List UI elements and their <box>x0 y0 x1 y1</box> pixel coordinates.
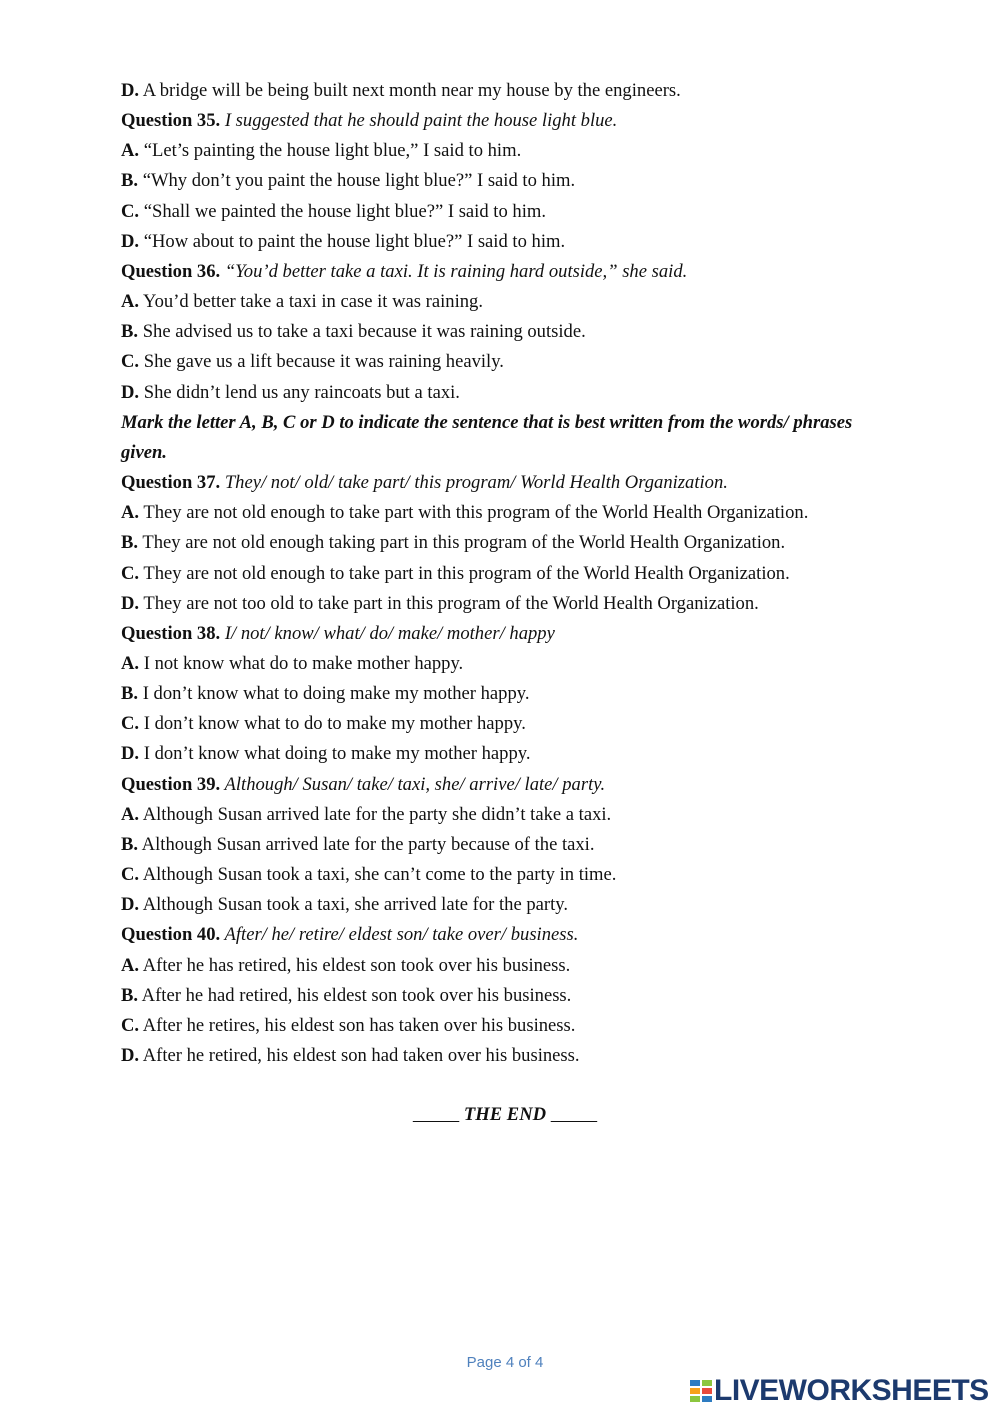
liveworksheets-logo-text: LIVEWORKSHEETS <box>714 1374 989 1407</box>
answer-option <box>121 136 911 166</box>
option-letter: B. <box>121 683 139 705</box>
option-letter: B. <box>121 321 139 343</box>
answer-option <box>121 1011 911 1041</box>
option-letter: D. <box>121 894 140 916</box>
option-letter: C. <box>121 351 140 373</box>
question-number: Question 35. <box>121 110 221 132</box>
option-letter: A. <box>121 803 140 825</box>
option-letter: C. <box>121 200 140 222</box>
option-letter: D. <box>121 230 140 252</box>
option-text: “Shall we painted the house light blue?” I said to him. <box>139 200 546 222</box>
option-text: They are not old enough to take part in this program of the World Health Organization. <box>139 562 790 584</box>
option-letter: D. <box>121 743 140 765</box>
question-prompt <box>121 770 911 800</box>
option-text: I don’t know what doing to make my mother happy. <box>139 743 531 765</box>
answer-option <box>121 76 911 106</box>
option-text: Although Susan took a taxi, she arrived late for the party. <box>139 894 569 916</box>
option-text: After he retired, his eldest son had taken over his business. <box>139 1045 580 1066</box>
option-letter: B. <box>121 833 139 855</box>
option-text: I don’t know what to doing make my mother happy. <box>138 683 530 705</box>
option-letter: B. <box>121 170 139 192</box>
option-text: I don’t know what to do to make my mother happy. <box>139 713 526 735</box>
option-letter: D. <box>121 1045 140 1066</box>
option-text: She didn’t lend us any raincoats but a taxi. <box>139 381 460 403</box>
question-text: “You’d better take a taxi. It is raining hard outside,” she said. <box>220 260 688 282</box>
option-letter: C. <box>121 1014 140 1036</box>
option-letter: B. <box>121 984 139 1006</box>
end-text: THE END <box>459 1104 551 1125</box>
answer-option <box>121 951 911 981</box>
answer-option <box>121 498 911 528</box>
liveworksheets-logo-icon <box>690 1379 712 1403</box>
option-letter: C. <box>121 713 140 735</box>
answer-option <box>121 589 911 619</box>
option-text: She gave us a lift because it was raining heavily. <box>139 351 504 373</box>
answer-option <box>121 528 911 558</box>
option-letter: C. <box>121 562 140 584</box>
end-marker <box>0 1100 1000 1130</box>
option-letter: A. <box>121 502 140 524</box>
answer-option <box>121 679 911 709</box>
question-prompt <box>121 257 911 287</box>
option-text: After he has retired, his eldest son took over his business. <box>139 954 571 976</box>
option-text: “Why don’t you paint the house light blue?” I said to him. <box>138 170 576 192</box>
option-text: After he had retired, his eldest son took over his business. <box>138 984 572 1006</box>
question-prompt <box>121 106 911 136</box>
answer-option <box>121 378 911 408</box>
option-text: They are not too old to take part in this program of the World Health Organization. <box>139 592 759 614</box>
answer-option <box>121 197 911 227</box>
answer-option <box>121 1041 911 1071</box>
option-letter: A. <box>121 652 140 674</box>
question-text: They/ not/ old/ take part/ this program/ World Health Organization. <box>220 472 728 494</box>
question-number: Question 36. <box>121 260 221 282</box>
question-number: Question 38. <box>121 622 221 644</box>
answer-option <box>121 166 911 196</box>
answer-option <box>121 860 911 890</box>
option-text: Although Susan arrived late for the party she didn’t take a taxi. <box>139 803 612 825</box>
question-text: I suggested that he should paint the house light blue. <box>220 110 618 132</box>
option-text: A bridge will be being built next month near my house by the engineers. <box>139 80 681 101</box>
answer-option <box>121 347 911 377</box>
answer-option <box>121 830 911 860</box>
option-letter: B. <box>121 532 139 554</box>
question-prompt <box>121 920 911 950</box>
section-instruction: Mark the letter A, B, C or D to indicate the sentence that is best written from the words/ phrases <box>121 411 853 433</box>
answer-option <box>121 287 911 317</box>
option-text: Although Susan took a taxi, she can’t come to the party in time. <box>139 864 617 886</box>
question-number: Question 39. <box>121 773 221 795</box>
section-instruction: given. <box>121 441 167 463</box>
option-letter: A. <box>121 140 140 162</box>
answer-option <box>121 739 911 769</box>
option-text: She advised us to take a taxi because it was raining outside. <box>138 321 586 343</box>
answer-option <box>121 649 911 679</box>
document-body <box>121 76 911 1071</box>
option-letter: D. <box>121 381 140 403</box>
question-number: Question 37. <box>121 472 221 494</box>
option-letter: A. <box>121 954 140 976</box>
option-text: After he retires, his eldest son has taken over his business. <box>139 1014 576 1036</box>
answer-option <box>121 981 911 1011</box>
option-letter: C. <box>121 864 140 886</box>
question-number: Question 40. <box>121 924 221 946</box>
answer-option <box>121 800 911 830</box>
option-text: You’d better take a taxi in case it was raining. <box>139 291 483 313</box>
answer-option <box>121 227 911 257</box>
option-text: They are not old enough taking part in this program of the World Health Organization. <box>138 532 786 554</box>
page-footer: Page 4 of 4 <box>466 1354 544 1371</box>
question-text: Although/ Susan/ take/ taxi, she/ arrive/ late/ party. <box>220 773 606 795</box>
answer-option <box>121 317 911 347</box>
answer-option <box>121 709 911 739</box>
option-text: “How about to paint the house light blue?” I said to him. <box>139 230 566 252</box>
question-text: After/ he/ retire/ eldest son/ take over/ business. <box>220 924 579 946</box>
liveworksheets-logo[interactable] <box>690 1373 989 1409</box>
option-text: They are not old enough to take part with this program of the World Health Organization. <box>139 502 809 524</box>
option-letter: A. <box>121 291 140 313</box>
option-text: “Let’s painting the house light blue,” I said to him. <box>139 140 522 162</box>
option-text: Although Susan arrived late for the party because of the taxi. <box>138 833 595 855</box>
question-prompt <box>121 619 911 649</box>
option-text: I not know what do to make mother happy. <box>139 652 464 674</box>
option-letter: D. <box>121 592 140 614</box>
answer-option <box>121 559 911 589</box>
question-text: I/ not/ know/ what/ do/ make/ mother/ happy <box>220 622 555 644</box>
answer-option <box>121 890 911 920</box>
option-letter: D. <box>121 80 140 101</box>
question-prompt <box>121 468 911 498</box>
